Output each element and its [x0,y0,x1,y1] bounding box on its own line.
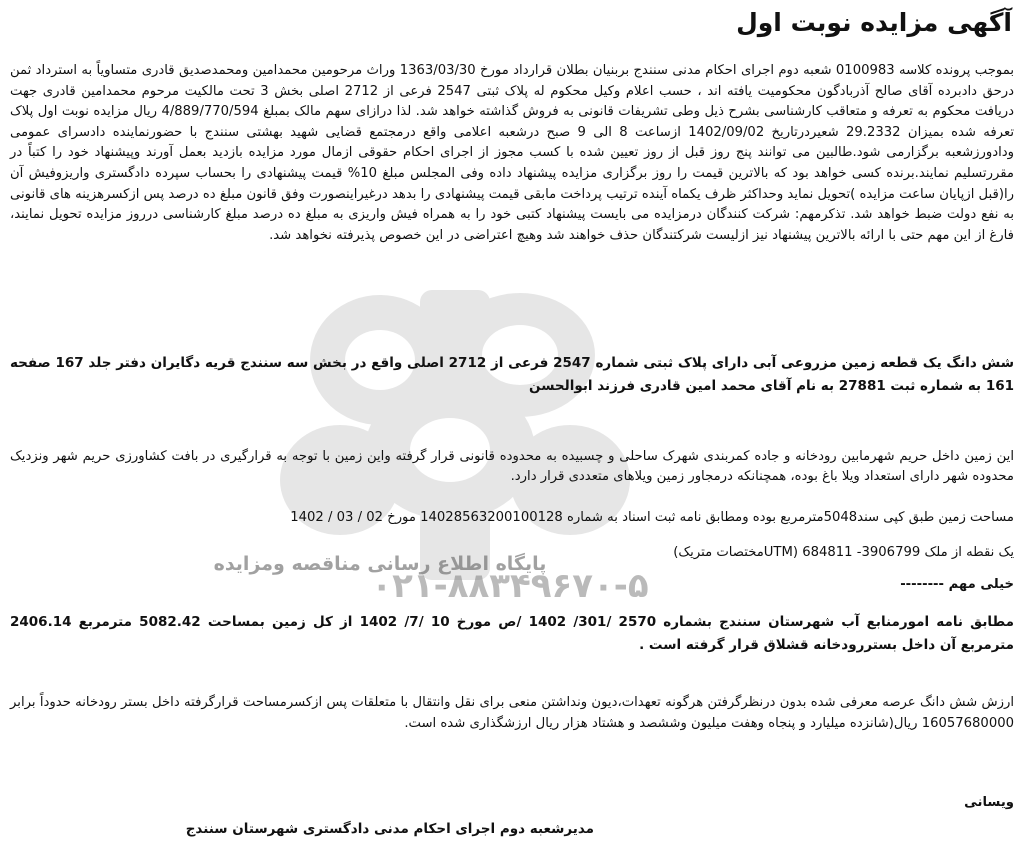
closing-label: ویسانی [964,795,1014,810]
property-description: این زمین داخل حریم شهرمابین رودخانه و جاده کمربندی شهرک ساحلی و چسبیده به محدوده قانونی قرار گرفته واین زمین با توجه به قرارگیری در بافت کشاورزی حریم شهر ونزدیک محدوده شهر دارای استعداد ویلا باغ بوده، همچنانکه درمجاور زمین ویلاهای متعددی قرار دارد. [10,449,1014,484]
page-title: آگهی مزایده نوبت اول [736,8,1012,37]
area-line: مساحت زمین طبق کپی سند5048مترمربع بوده ومطابق نامه ثبت اسناد به شماره 14028563200100128 مورخ 02 / 03 / 1402 [290,510,1014,525]
watermark-phone: ۰۲۱-۸۸۳۴۹۶۷۰-۵ [371,566,649,606]
valuation-paragraph: ارزش شش دانگ عرصه معرفی شده بدون درنظرگرفتن هرگونه تعهدات،دیون ونداشتن منعی برای نقل وانتقال با متعلقات پس ازکسرمساحت قرارگرفته داخل بستر رودخانه حدوداً برابر 16057680000 ریال(شانزده میلیارد و پنجاه وهفت میلیون وششصد و هشتاد هزار ریال ارزشگذاری شده است. [10,695,1014,731]
utm-line: یک نقطه از ملک 3906799- 684811 (UTMمختصات متریک) [673,545,1014,560]
watermark-caption: پایگاه اطلاع رسانی مناقصه ومزایده [213,553,547,575]
auction-body-paragraph: بموجب پرونده کلاسه 0100983 شعبه دوم اجرای احکام مدنی سنندج بربنیان بطلان قرارداد مورخ 1363/03/30 وراث مرحومین محمدامین ومحمدصدیق قادری متساویاً به استرداد ثمن درحق دادبرده آقای صالح آذربادگون محکومیت یافته اند ، حسب اعلام وکیل محکوم له پلاک ثبتی 2547 فرعی از 2712 اصلی بخش 3 تحت مالکیت مرحوم محمدامین قادری جهت دریافت محکوم به تعرفه و متعاقب کارشناسی بشرح ذیل وطی تشریفات قانونی به فروش گذاشته خواهد شد. لذا درازای سهم مالک بمبلغ 4/889/770/594 ریال مزایده نوبت اول پلاک تعرفه شده بمیزان 29.2332 شعیردرتاریخ 1402/09/02 ازساعت 8 الی 9 صبح درشعبه اعلامی واقع درمجتمع قضایی شهید بهشتی سنندج با حضورنماینده دادسرای عمومی ودادورزشعبه برگزارمی شود.طالبین می توانند پنج روز قبل از روز تعیین شده با کسب مجوز از اجرای احکام حقوقی ازمال مورد مزایده بازدید بعمل آورند وپیشنهاد خود را کتباً در مقررتسلیم نمایند.برنده کسی خواهد بود که بالاترین قیمت را روز برگزاری مزایده پیشنهاد داده وفی المجلس مبلغ 10% قیمت پیشنهادی را بحساب سپرده دادگستری واریزوفیش آن را(قبل ازپایان ساعت مزایده )تحویل نماید وحداکثر ظرف یکماه آینده ترتیب پرداخت مابقی قیمت پیشنهادی را بدهد درغیراینصورت وفق قانون مبلغ ده درصد پس ازکسرهزینه های قانونی به نفع دولت ضبط خواهد شد. تذکرمهم: شرکت کنندگان درمزایده می بایست پیشنهاد کتبی خود را به همراه فیش واریزی به مبلغ ده درصد مبلغ کارشناسی درروز مزایده تحویل نمایند، فارغ از این مهم حتی با ارائه بالاترین پیشنهاد نیز ازلیست شرکتندگان حذف خواهند شد وهیچ اعتراضی در این خصوص پذیرفته نخواهد شد. [10,63,1014,243]
very-important-label: خیلی مهم -------- [900,577,1014,592]
property-heading: شش دانگ یک قطعه زمین مزروعی آبی دارای پلاک ثبتی شماره 2547 فرعی از 2712 اصلی واقع در بخش سه سنندج قریه دگایران دفتر جلد 167 صفحه 161 به شماره ثبت 27881 به نام آقای محمد امین قادری فرزند ابوالحسن [10,355,1014,394]
signature-line: مدیرشعبه دوم اجرای احکام مدنی دادگستری شهرستان سنندج [185,821,594,837]
very-important-text: مطابق نامه امورمنابع آب شهرستان سنندج بشماره 2570 /301/ 1402 /ص مورخ 10 /7/ 1402 از کل زمین بمساحت 5082.42 مترمربع 2406.14 مترمربع آن داخل بستررودخانه قشلاق قرار گرفته است . [10,614,1014,653]
